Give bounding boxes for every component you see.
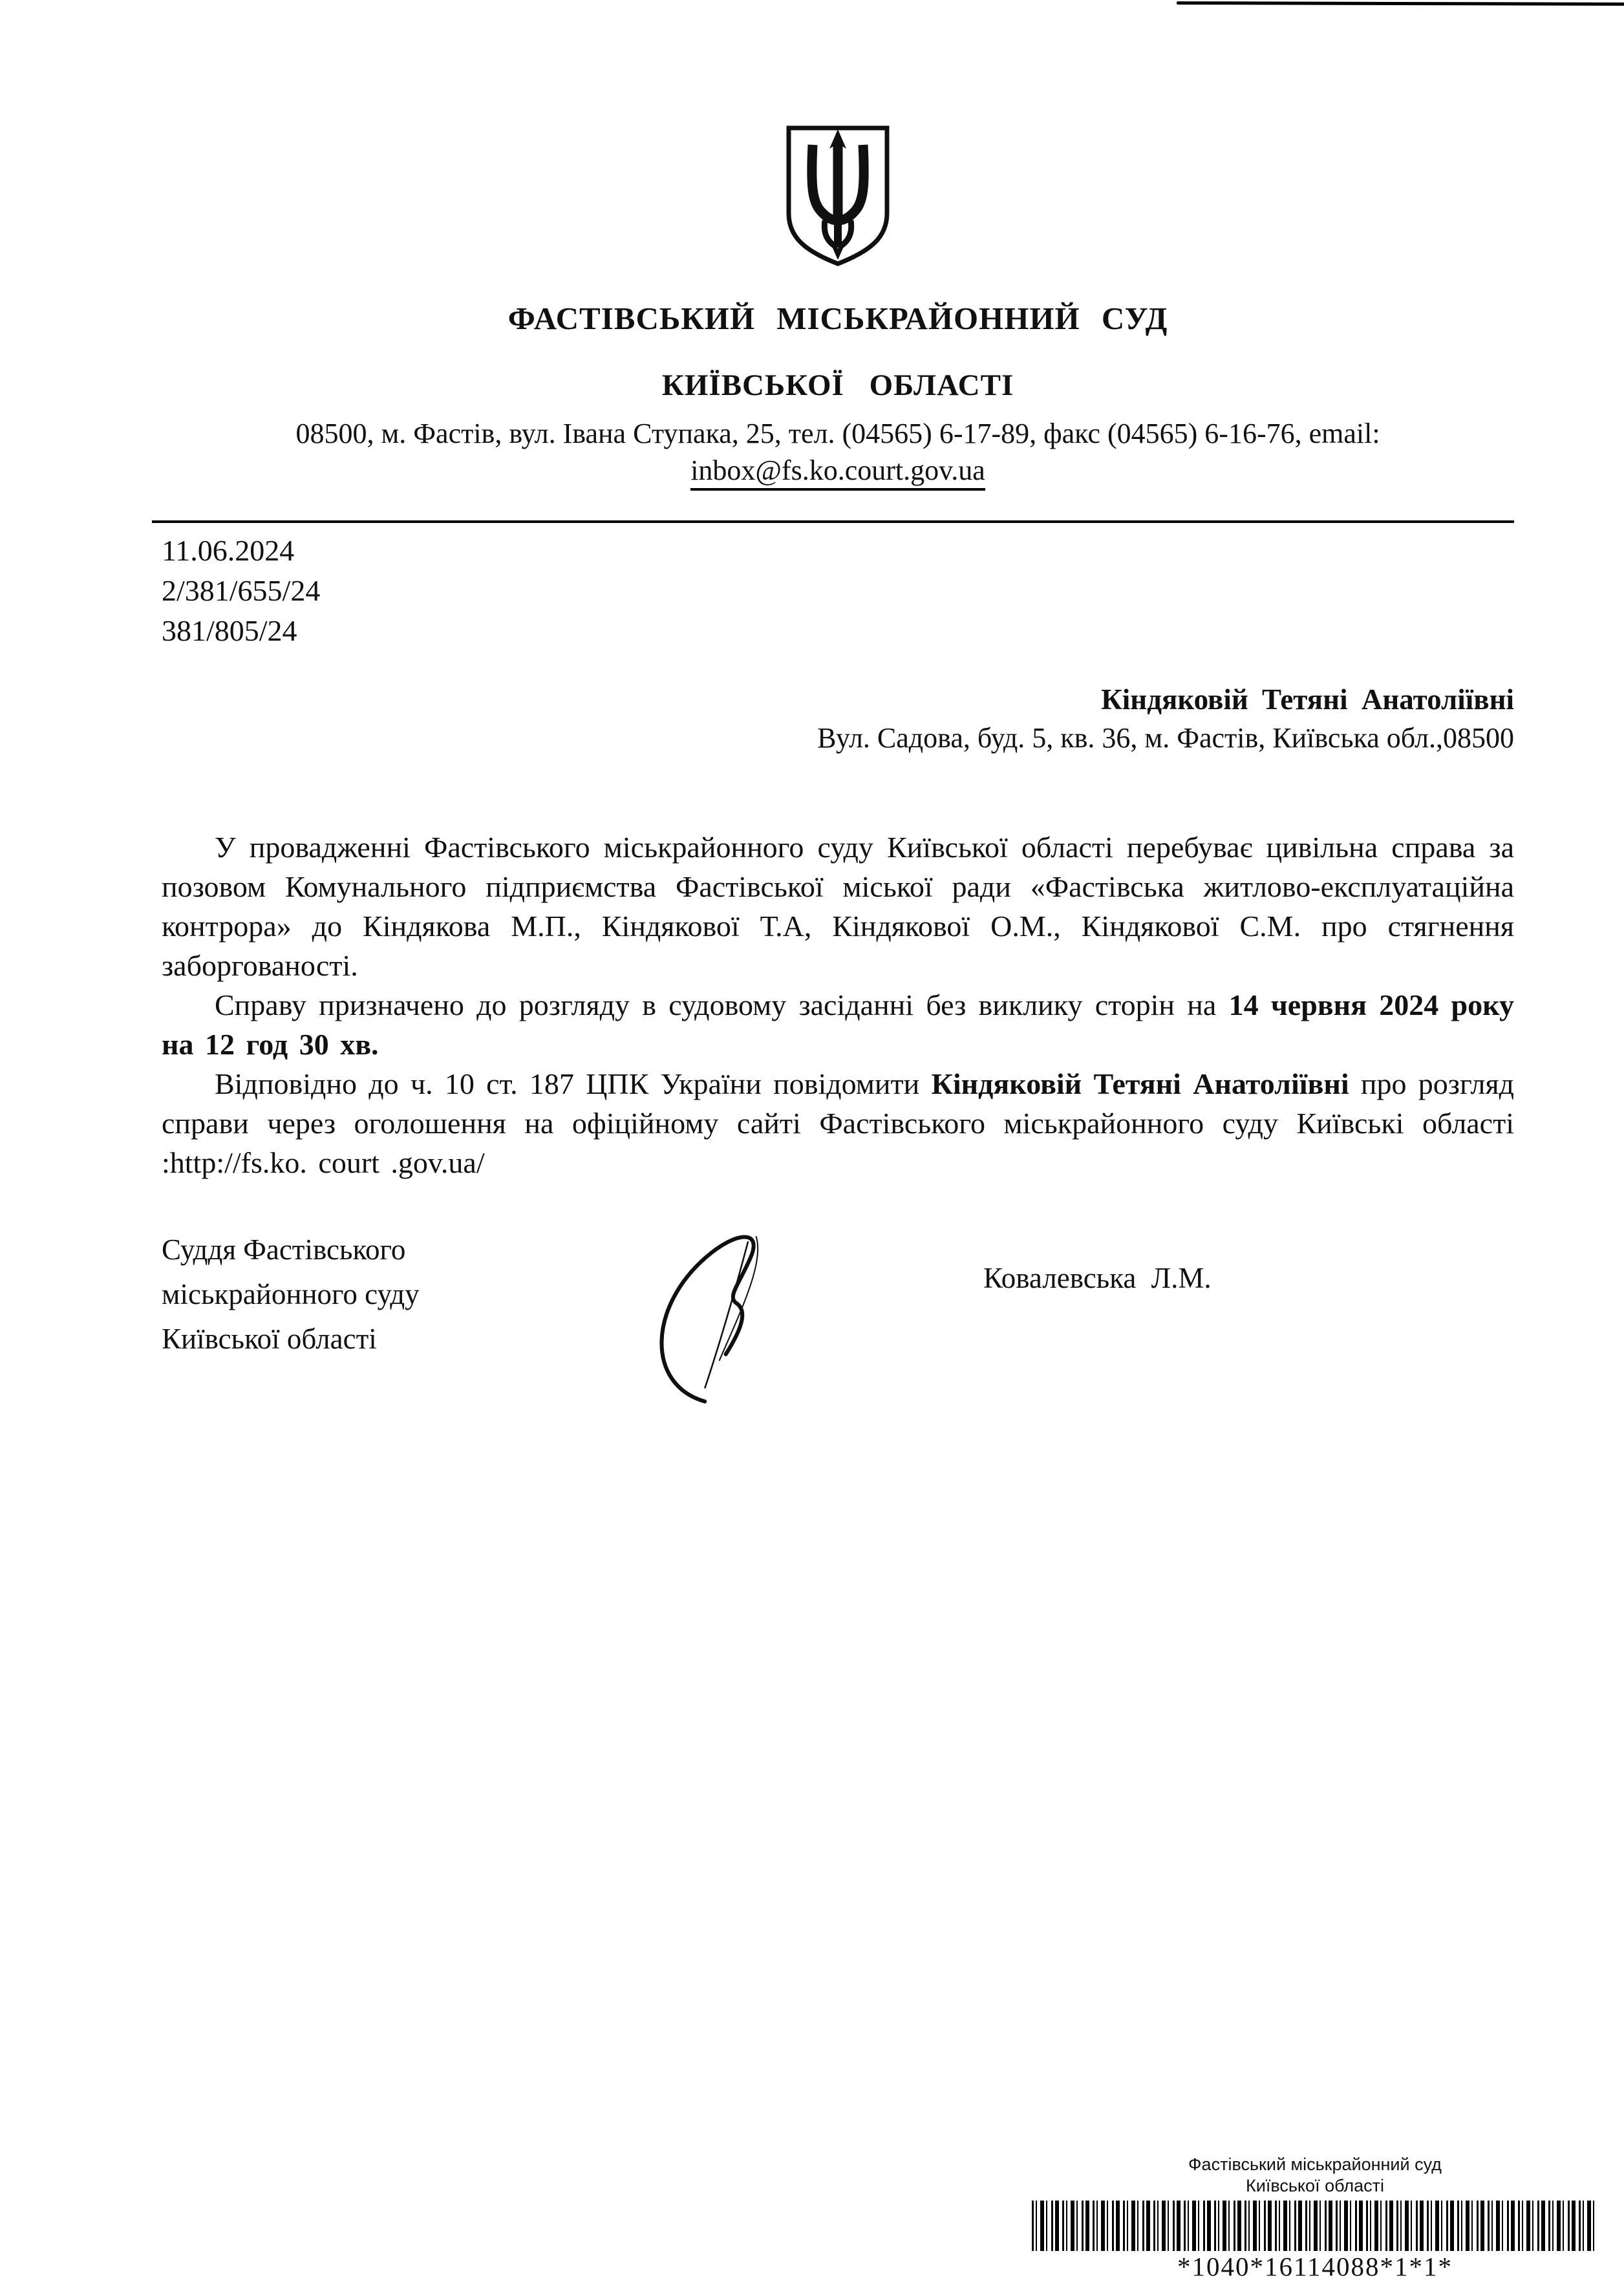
letter-content xyxy=(0,123,1624,1428)
judge-signature xyxy=(608,1221,831,1409)
addressee-address: Вул. Садова, буд. 5, кв. 36, м. Фастів, Київська обл.,08500 xyxy=(817,721,1514,754)
judge-title-line3: Київської області xyxy=(162,1322,377,1355)
judge-name: Ковалевська Л.М. xyxy=(983,1261,1212,1294)
letter-body xyxy=(162,827,1514,1182)
judge-title xyxy=(162,1228,1514,1361)
barcode-block xyxy=(1032,2154,1598,2281)
footer-court-line1: Фастівський міськрайонний суд xyxy=(1188,2155,1442,2174)
court-name-line2: КИЇВСЬКОЇ ОБЛАСТІ xyxy=(661,368,1014,402)
hearing-datetime: 14 червня 2024 року на 12 год 30 хв. xyxy=(162,988,1514,1061)
barcode-number: *1040*16114088*1*1* xyxy=(1177,2252,1453,2281)
addressee-block xyxy=(162,683,1514,754)
signature-block xyxy=(162,1228,1514,1428)
barcode xyxy=(1032,2201,1598,2251)
letter-meta-block xyxy=(162,531,1514,651)
paragraph-case-info: У провадженні Фастівського міськрайонного суду Київської області перебуває цивільна справа за позовом Комунального підприємства Фастівської міської ради «Фастівська житлово-експлуатаційна контрора» до Кіндякова М.П., Кіндякової Т.А, Кіндякової О.М., Кіндякової С.М. про стягнення заборгованості. xyxy=(162,830,1514,982)
judge-title-line1: Суддя Фастівського xyxy=(162,1233,406,1266)
paragraph-notification xyxy=(162,1064,1514,1182)
court-email: inbox@fs.ko.court.gov.ua xyxy=(690,454,985,491)
judge-title-line2: міськрайонного суду xyxy=(162,1277,420,1310)
scan-artifact-line xyxy=(1177,1,1624,6)
notification-text-end: про розгляд справи через оголошення на офіційному сайті Фастівського міськрайонного суду Київські області :http://fs.ko. court .gov.ua/ xyxy=(162,1067,1515,1179)
addressee-name: Кіндяковій Тетяні Анатоліївні xyxy=(1101,683,1514,716)
letter-date: 11.06.2024 xyxy=(162,534,295,568)
notification-addressee: Кіндяковій Тетяні Анатоліївні xyxy=(931,1067,1349,1100)
registry-number: 381/805/24 xyxy=(162,614,297,648)
header-divider-line xyxy=(152,520,1514,523)
notification-text-start: Відповідно до ч. 10 ст. 187 ЦПК України повідомити xyxy=(215,1067,932,1100)
paragraph-hearing-date xyxy=(162,985,1514,1064)
footer-court-line2: Київської області xyxy=(1246,2176,1384,2195)
case-number: 2/381/655/24 xyxy=(162,574,321,608)
court-address-line: 08500, м. Фастів, вул. Івана Ступака, 25, тел. (04565) 6-17-89, факс (04565) 6-16-76, email: xyxy=(295,418,1380,449)
court-name-line1: ФАСТІВСЬКИЙ МІСЬКРАЙОННИЙ СУД xyxy=(508,301,1168,336)
court-email-line xyxy=(162,454,1514,487)
hearing-text: Справу призначено до розгляду в судовому засіданні без виклику сторін на xyxy=(215,988,1229,1021)
ukraine-coat-of-arms-icon xyxy=(782,123,893,269)
